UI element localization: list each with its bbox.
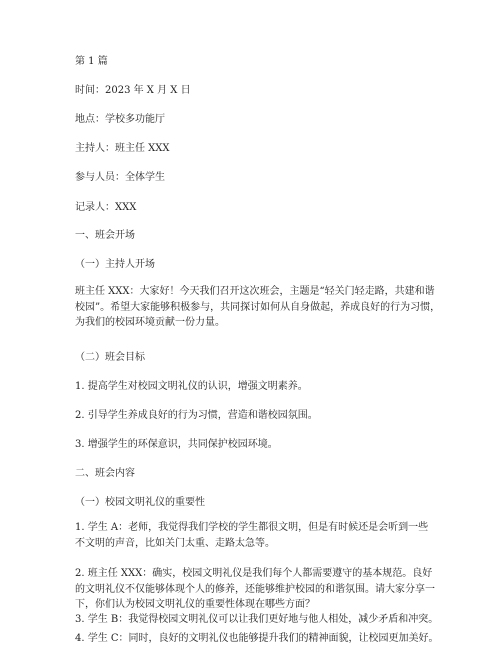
section-opening-heading: 一、班会开场 [75,230,135,241]
discussion-item-4: 4. 学生 C：同时，良好的文明礼仪也能够提升我们的精神面貌，让校园更加美好。 [75,633,439,644]
goal-item: 2. 引导学生养成良好的行为习惯，营造和谐校园氛围。 [75,410,318,421]
subsection-goals: （二）班会目标 [75,352,145,363]
meeting-time: 时间：2023 年 X 月 X 日 [75,85,191,96]
opening-paragraph-line: 班主任 XXX：大家好！今天我们召开这次班会，主题是“轻关门轻走路，共建和谐 [75,286,435,297]
discussion-line: 不文明的声音，比如关门太重、走路太急等。 [75,537,275,549]
discussion-line: 的文明礼仪不仅能够体现个人的修养，还能够维护校园的和谐氛围。请大家分享一 [75,583,435,595]
discussion-line: 1. 学生 A：老师，我觉得我们学校的学生都很文明，但是有时候还是会听到一些 [75,522,429,533]
discussion-item-1 [75,520,435,551]
meeting-host: 主持人：班主任 XXX [75,143,170,154]
meeting-place: 地点：学校多功能厅 [75,114,165,125]
meeting-participants: 参与人员：全体学生 [75,172,165,183]
section-content-heading: 二、班会内容 [75,468,135,479]
discussion-item-3: 3. 学生 B：我觉得校园文明礼仪可以让我们更好地与他人相处，减少矛盾和冲突。 [75,614,439,625]
subsection-etiquette: （一）校园文明礼仪的重要性 [75,497,205,508]
doc-heading: 第 1 篇 [75,56,108,67]
discussion-item-2 [75,566,435,613]
opening-paragraph-line: 校园”。希望大家能够积极参与，共同探讨如何从自身做起，养成良好的行为习惯， [75,301,441,313]
subsection-host-opening: （一）主持人开场 [75,259,155,270]
opening-paragraph [75,284,441,331]
discussion-line: 2. 班主任 XXX：确实，校园文明礼仪是我们每个人都需要遵守的基本规范。良好 [75,568,433,579]
goal-item: 3. 增强学生的环保意识，共同保护校园环境。 [75,439,278,450]
goal-item: 1. 提高学生对校园文明礼仪的认识，增强文明素养。 [75,381,308,392]
meeting-recorder: 记录人：XXX [75,202,137,213]
opening-paragraph-line: 为我们的校园环境贡献一份力量。 [75,317,225,328]
discussion-line: 下，你们认为校园文明礼仪的重要性体现在哪些方面？ [75,599,315,610]
